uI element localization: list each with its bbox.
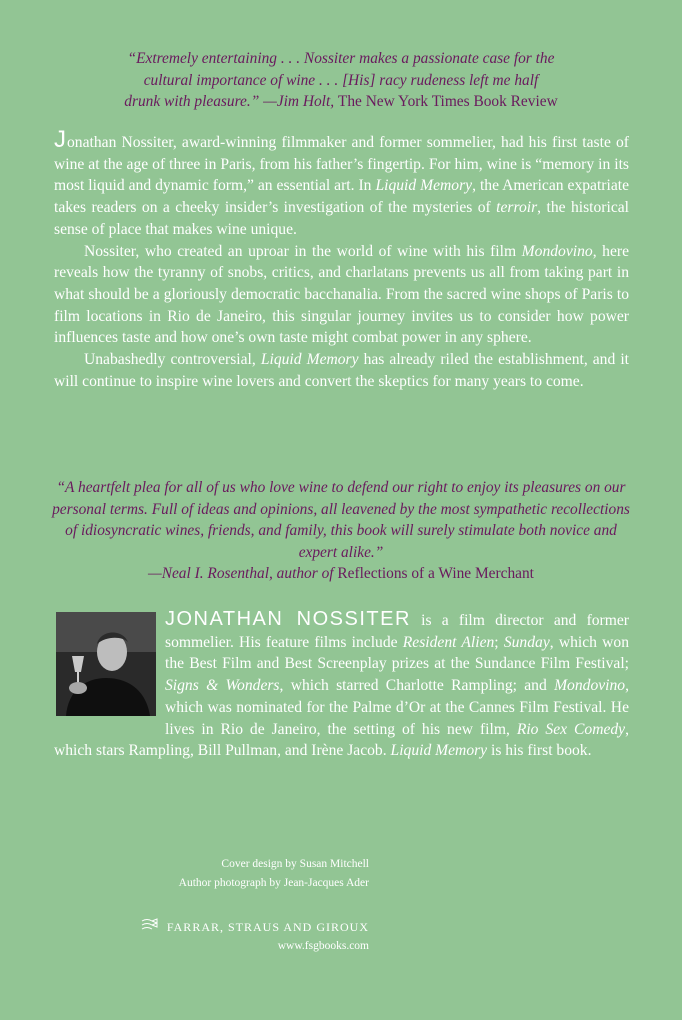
film-title: Resident Alien <box>402 633 495 651</box>
quote-line: cultural importance of wine . . . [His] racy rudeness left me half <box>143 71 539 89</box>
text-run: , here reveals how the tyranny of snobs, critics, and charlatans prevents us all from taking part in what should be a gloriously democratic bacchanalia. From the sacred wine shops of Paris to film locations in Rio de Janeiro, this singular journey invites us to consider how power influences taste and how one’s own taste might combat power in any sphere. <box>54 242 629 347</box>
publisher-name: FARRAR, STRAUS AND GIROUX <box>166 920 369 934</box>
drop-cap: J <box>54 126 67 153</box>
design-credits <box>179 855 369 893</box>
text-run: Unabashedly controversial, <box>84 351 261 369</box>
quote-line: “Extremely entertaining . . . Nossiter makes a passionate case for the <box>127 50 555 67</box>
film-title: Mondovino <box>521 242 593 260</box>
quote-line: drunk with pleasure.” —Jim Holt, <box>124 93 335 110</box>
publisher-url[interactable]: www.fsgbooks.com <box>277 940 369 952</box>
film-title: Rio Sex Comedy <box>516 720 626 738</box>
text-run: has already riled the establishment, and it will continue to inspire wine lovers and convert the skeptics for many years to come. <box>54 351 629 390</box>
review-quote-rosenthal <box>48 477 634 585</box>
quote-attribution: —Neal I. Rosenthal, author of <box>148 565 334 582</box>
film-title: Signs & Wonders <box>165 677 280 695</box>
text-run: ; <box>494 633 504 651</box>
author-photo-image <box>56 612 156 716</box>
book-description <box>54 126 630 392</box>
quote-source: The New York Times Book Review <box>337 93 558 110</box>
film-title: Sunday <box>503 633 550 651</box>
description-paragraph-2 <box>54 241 629 350</box>
quote-text: “A heartfelt plea for all of us who love wine to defend our right to enjoy its pleasures on our personal terms. Full of ideas and opinions, all leavened by the most sympathetic recollections of idiosyncratic wines, friends, and family, this book will surely stimulate both novice and expert alike.” <box>52 479 630 561</box>
author-name: JONATHAN NOSSITER <box>165 608 411 630</box>
text-run: , which starred Charlotte Rampling; and <box>279 677 555 695</box>
cover-design-credit: Cover design by Susan Mitchell <box>221 858 369 870</box>
description-paragraph-3 <box>54 349 629 392</box>
film-title: Mondovino <box>554 677 626 695</box>
text-run: , the American expatriate takes readers on a cheeky insider’s investigation of the mysteries of <box>54 177 630 217</box>
author-bio-section <box>54 609 629 762</box>
book-title: Liquid Memory <box>390 742 488 760</box>
text-run: is his first book. <box>487 742 592 760</box>
text-run: , the historical sense of place that makes wine unique. <box>54 199 629 238</box>
text-run: Nossiter, who created an uproar in the world of wine with his film <box>84 242 522 260</box>
text-run: is a film director and former sommelier. His feature films include <box>165 612 629 651</box>
book-title: Liquid Memory <box>375 177 473 195</box>
term: terroir <box>496 199 538 217</box>
fsg-fish-logo-icon <box>141 918 159 937</box>
review-quote-holt <box>48 48 634 113</box>
text-run: , which was nominated for the Palme d’Or at the Cannes Film Festival. He lives in Rio de Janeiro, the setting of his new film, <box>165 677 629 738</box>
author-photo-credit: Author photograph by Jean-Jacques Ader <box>178 877 369 889</box>
text-run: , which stars Rampling, Bill Pullman, and Irène Jacob. <box>54 720 629 760</box>
description-paragraph-1 <box>54 126 630 241</box>
author-photo <box>56 612 156 716</box>
book-title: Liquid Memory <box>260 351 359 369</box>
text-run: onathan Nossiter, award-winning filmmaker and former sommelier, had his first taste of wine at the age of three in Paris, from his father’s fingertip. For him, wine is “memory in its most liquid and dynamic form,” an essential art. In <box>54 134 629 195</box>
quote-source: Reflections of a Wine Merchant <box>337 565 534 582</box>
text-run: , which won the Best Film and Best Screenplay prizes at the Sundance Film Festival; <box>165 633 629 673</box>
publisher-block <box>141 918 369 956</box>
